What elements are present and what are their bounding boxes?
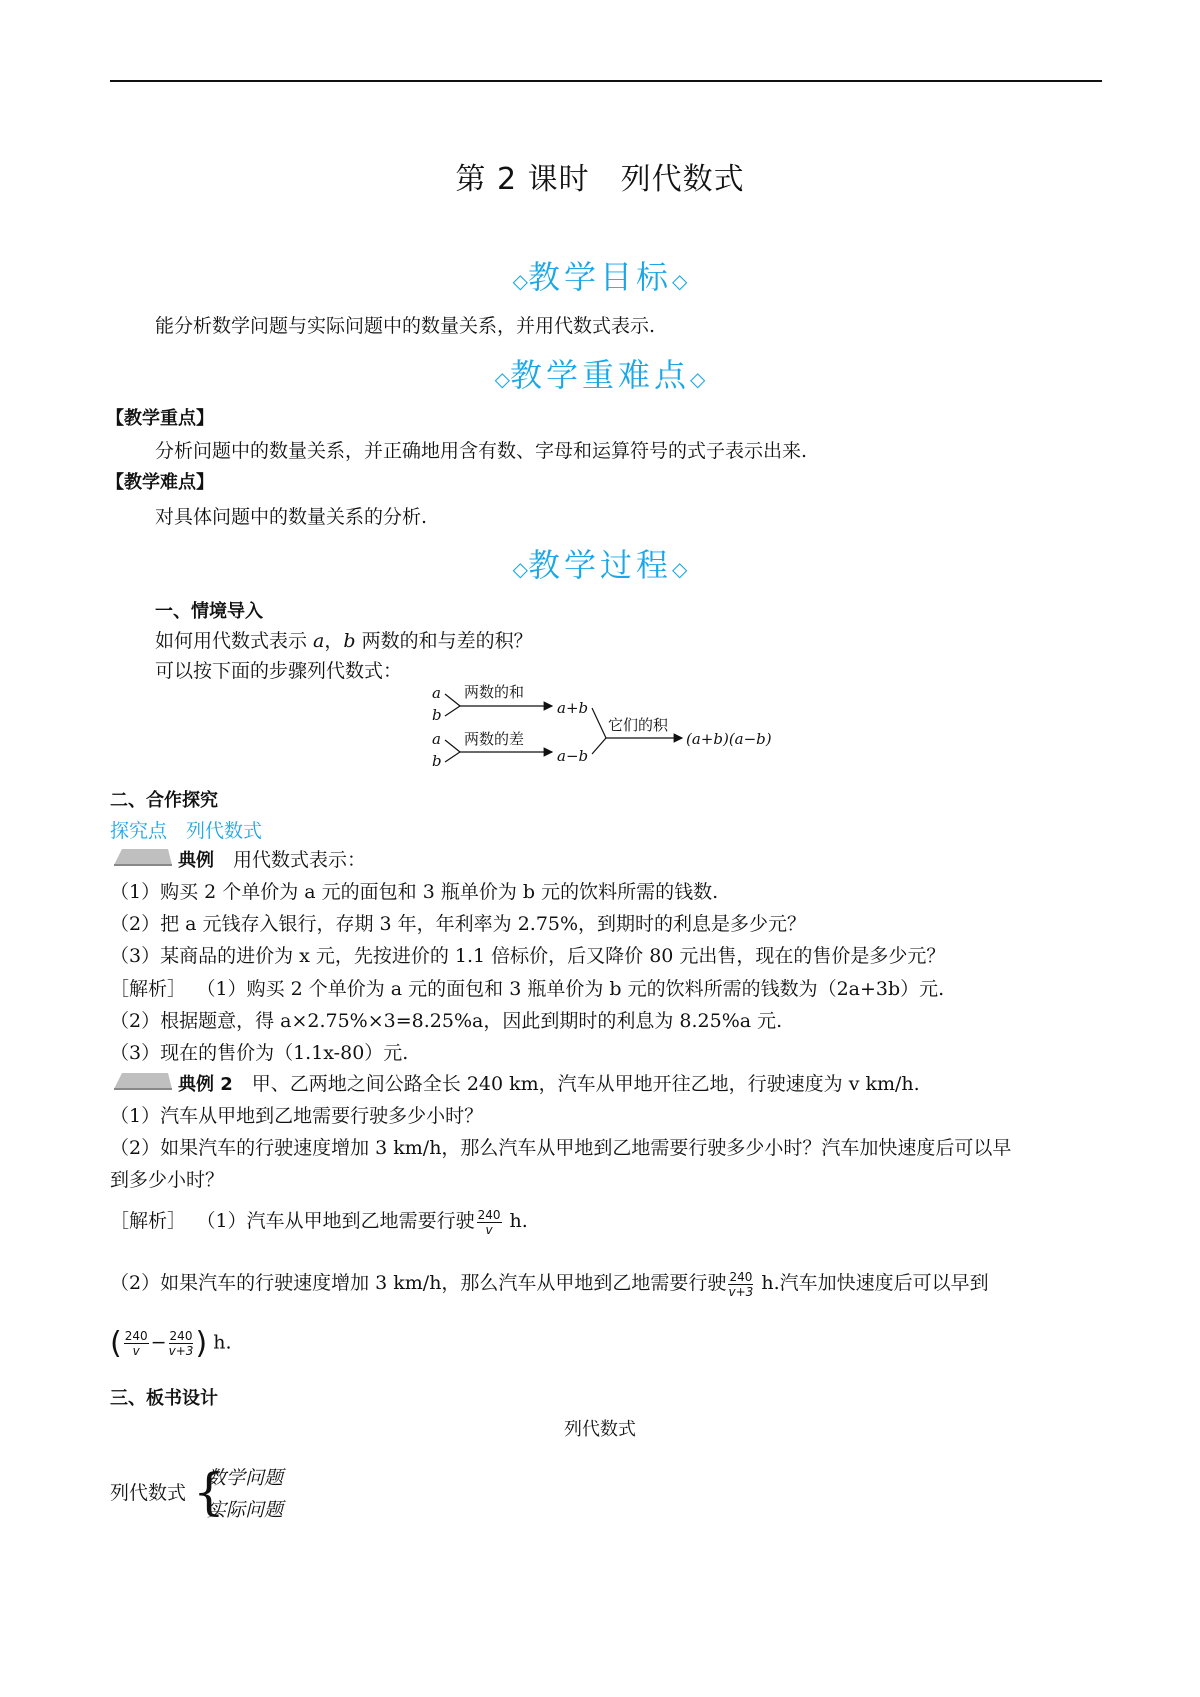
- diamond-icon: ◇: [494, 367, 510, 391]
- fraction-240-v: $\frac{240}{v}$: [477, 1207, 501, 1237]
- diamond-icon: ◇: [512, 269, 528, 293]
- flow-a-top: a: [432, 684, 441, 702]
- flow-product-label: 它们的积: [608, 716, 669, 734]
- diamond-icon: ◇: [672, 269, 688, 293]
- diamond-icon: ◇: [690, 367, 706, 391]
- coop-heading: 二、合作探究: [110, 790, 218, 811]
- example2-answer2: （2）如果汽车的行驶速度增加 3 km/h，那么汽车从甲地到乙地需要行驶 $\frac{240}{v+3}$ h.汽车加快速度后可以早到: [110, 1269, 989, 1299]
- example2-q1: （1）汽车从甲地到乙地需要行驶多少小时？: [110, 1105, 484, 1127]
- example-tab-icon: [112, 847, 172, 867]
- flow-a-bottom: a: [432, 730, 441, 748]
- flow-diagram: [432, 680, 792, 780]
- example2-line: [178, 1069, 920, 1096]
- section-objectives-label: 教学目标: [527, 258, 672, 296]
- flow-product-expr: (a+b)(a−b): [686, 730, 772, 748]
- flow-join-bottom: [445, 740, 460, 762]
- section-objectives: [0, 252, 1200, 298]
- diamond-icon: ◇: [512, 557, 528, 581]
- diamond-icon: ◇: [672, 557, 688, 581]
- difficulty-label: 【教学难点】: [106, 472, 214, 493]
- flow-join-top: [445, 694, 460, 716]
- section-key-points: [0, 350, 1200, 396]
- coop-point: 探究点 列代数式: [110, 820, 263, 842]
- example1-a1: （1）购买 2 个单价为 a 元的面包和 3 瓶单价为 b 元的饮料所需的钱数为（2a+3b）元.: [206, 978, 945, 1000]
- example1-a3: （3）现在的售价为（1.1x-80）元.: [110, 1042, 409, 1064]
- fraction-240-v: $\frac{240}{v}$: [124, 1329, 148, 1358]
- brace-icon: {: [193, 1463, 225, 1521]
- analysis-label: ［解析］: [110, 1210, 187, 1232]
- fraction-240-v3: $\frac{240}{v+3}$: [728, 1269, 754, 1299]
- example1-q1: （1）购买 2 个单价为 a 元的面包和 3 瓶单价为 b 元的饮料所需的钱数.: [110, 881, 719, 903]
- example1-analysis-line1: [110, 974, 944, 1001]
- example1-line: [178, 845, 366, 872]
- board-branch1: 数学问题: [207, 1467, 284, 1489]
- fraction-240-v3: $\frac{240}{v+3}$: [168, 1329, 194, 1358]
- example1-label: 典例: [178, 850, 214, 871]
- section-process-label: 教学过程: [527, 546, 672, 584]
- board-branch2: 实际问题: [207, 1499, 284, 1521]
- intro-heading: 一、情境导入: [155, 601, 263, 622]
- example1-a2: （2）根据题意，得 a×2.75%×3=8.25%a，因此到期时的利息为 8.25%a 元.: [110, 1010, 783, 1032]
- intro-steps: 可以按下面的步骤列代数式：: [155, 660, 403, 682]
- board-heading: 三、板书设计: [110, 1388, 218, 1409]
- difficulty-text: 对具体问题中的数量关系的分析.: [155, 506, 428, 528]
- focus-label: 【教学重点】: [106, 408, 214, 429]
- example2-label: 典例 2: [178, 1074, 233, 1095]
- board-title: 列代数式: [564, 1419, 636, 1440]
- section-process: [0, 540, 1200, 586]
- intro-question: 如何用代数式表示 a，b 两数的和与差的积？: [155, 630, 533, 652]
- header-rule: [110, 80, 1102, 82]
- flow-diff-expr: a−b: [557, 747, 589, 765]
- flow-sum-label: 两数的和: [464, 683, 525, 701]
- flow-b-bottom: b: [432, 752, 442, 770]
- focus-text: 分析问题中的数量关系，并正确地用含有数、字母和运算符号的式子表示出来.: [155, 440, 808, 462]
- example2-intro: 甲、乙两地之间公路全长 240 km，汽车从甲地开往乙地，行驶速度为 v km/h.: [232, 1073, 920, 1095]
- flow-diff-label: 两数的差: [464, 730, 525, 748]
- example1-q3: （3）某商品的进价为 x 元，先按进价的 1.1 倍标价，后又降价 80 元出售，现在的售价是多少元？: [110, 945, 946, 967]
- example1-q2: （2）把 a 元钱存入银行，存期 3 年，年利率为 2.75%，到期时的利息是多少元？: [110, 913, 807, 935]
- flow-join-product: [592, 708, 606, 754]
- flow-sum-expr: a+b: [557, 699, 589, 717]
- flow-b-top: b: [432, 706, 442, 724]
- objective-text: 能分析数学问题与实际问题中的数量关系，并用代数式表示.: [155, 315, 656, 337]
- example2-answer1: ［解析］ （1）汽车从甲地到乙地需要行驶 $\frac{240}{v}$ h.: [110, 1207, 528, 1237]
- example1-intro: 用代数式表示：: [214, 849, 367, 871]
- example2-q2b: 到多少小时？: [110, 1169, 225, 1191]
- example-tab-icon: [112, 1071, 172, 1091]
- board-root: 列代数式: [110, 1482, 187, 1504]
- example2-answer3: ( $\frac{240}{v}$ − $\frac{240}{v+3}$ ) h.: [110, 1326, 232, 1361]
- analysis-label: ［解析］: [110, 978, 187, 1000]
- example2-q2a: （2）如果汽车的行驶速度增加 3 km/h，那么汽车从甲地到乙地需要行驶多少小时？汽车加快速度后可以早: [110, 1137, 1012, 1159]
- section-key-points-label: 教学重难点: [509, 356, 690, 394]
- page-title: 第 2 课时 列代数式: [455, 162, 745, 197]
